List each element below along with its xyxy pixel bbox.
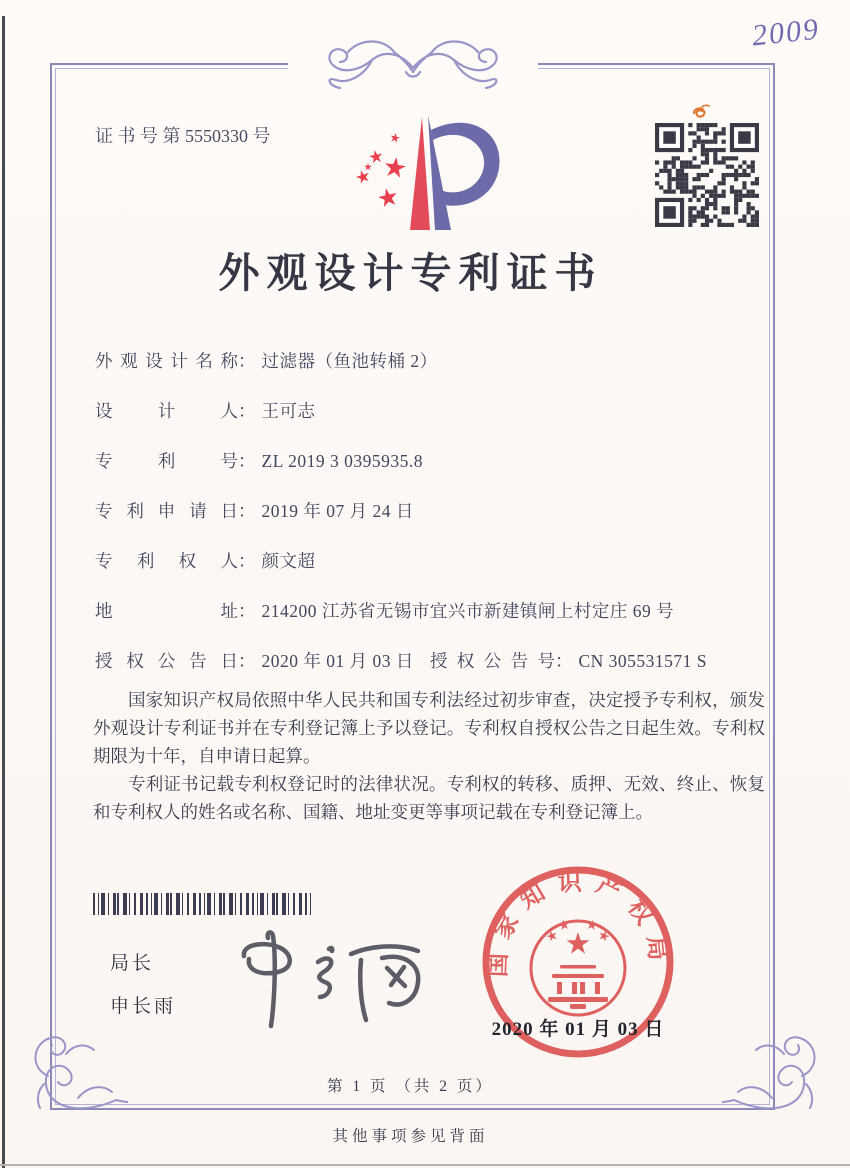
field-value: 214200 江苏省无锡市宜兴市新建镇闸上村定庄 69 号 [261, 601, 675, 621]
colon: ： [238, 401, 256, 421]
svg-text:国家知识产权局 [484, 869, 672, 978]
scan-edge-left [2, 16, 5, 1168]
field-label: 专利申请日 [95, 501, 238, 521]
field-row-address [95, 598, 765, 624]
field-list [95, 348, 765, 698]
certificate-title: 外观设计专利证书 [218, 250, 603, 296]
field-value: CN 305531571 S [578, 651, 708, 671]
director-signature [212, 922, 437, 1034]
orange-pen-mark [690, 103, 712, 121]
field-value: 王可志 [261, 401, 316, 421]
colon: ： [238, 601, 256, 621]
field-row-designer [95, 398, 765, 424]
qr-code [655, 123, 759, 227]
field-value: 过滤器（鱼池转桶 2） [261, 351, 438, 371]
director-block [110, 948, 176, 1034]
seal-date: 2020 年 01 月 03 日 [491, 1019, 665, 1040]
field-row-patent-number [95, 448, 765, 474]
field-label: 授权公告日 [95, 651, 238, 671]
field-label: 专利号 [95, 451, 238, 471]
field-value: 2020 年 01 月 03 日 [261, 651, 414, 671]
colon: ： [238, 551, 256, 571]
field-value: ZL 2019 3 0395935.8 [261, 451, 423, 471]
director-name: 申长雨 [110, 996, 177, 1017]
colon: ： [238, 651, 256, 671]
field-row-design-name [95, 348, 765, 374]
legal-text [93, 686, 765, 826]
page-number: 第 1 页 （共 2 页） [327, 1078, 494, 1095]
field-row-patentee [95, 548, 765, 574]
colon: ： [238, 451, 256, 471]
top-scroll-ornament [288, 28, 538, 106]
colon: ： [555, 651, 573, 671]
scan-edge-bottom [0, 1164, 850, 1166]
colon: ： [238, 351, 256, 371]
handwritten-annotation: 2009 [750, 12, 822, 53]
colon: ： [238, 501, 256, 521]
field-label: 地址 [95, 601, 238, 621]
field-label: 专利权人 [95, 551, 238, 571]
field-row-grant [95, 648, 765, 674]
field-value: 颜文超 [261, 551, 316, 571]
field-grant-number [430, 648, 707, 673]
legal-paragraph-1: 国家知识产权局依照中华人民共和国专利法经过初步审查，决定授予专利权，颁发外观设计专利证书并在专利登记簿上予以登记。专利权自授权公告之日起生效。专利权期限为十年，自申请日起算。 [93, 690, 765, 766]
field-row-filing-date [95, 498, 765, 524]
certificate-number: 证 书 号 第 5550330 号 [95, 126, 271, 146]
legal-paragraph-2: 专利证书记载专利权登记时的法律状况。专利权的转移、质押、无效、终止、恢复和专利权人的姓名或名称、国籍、地址变更等事项记载在专利登记簿上。 [93, 774, 765, 822]
field-label: 授权公告号 [430, 651, 555, 671]
back-side-note: 其他事项参见背面 [332, 1128, 489, 1145]
director-title: 局长 [110, 953, 155, 974]
field-label: 设计人 [95, 401, 238, 421]
barcode [93, 893, 311, 915]
seal-ring-text: 国家知识产权局 [485, 869, 672, 978]
cnipa-logo [338, 108, 508, 238]
field-label: 外观设计名称 [95, 351, 238, 371]
field-value: 2019 年 07 月 24 日 [261, 501, 414, 521]
